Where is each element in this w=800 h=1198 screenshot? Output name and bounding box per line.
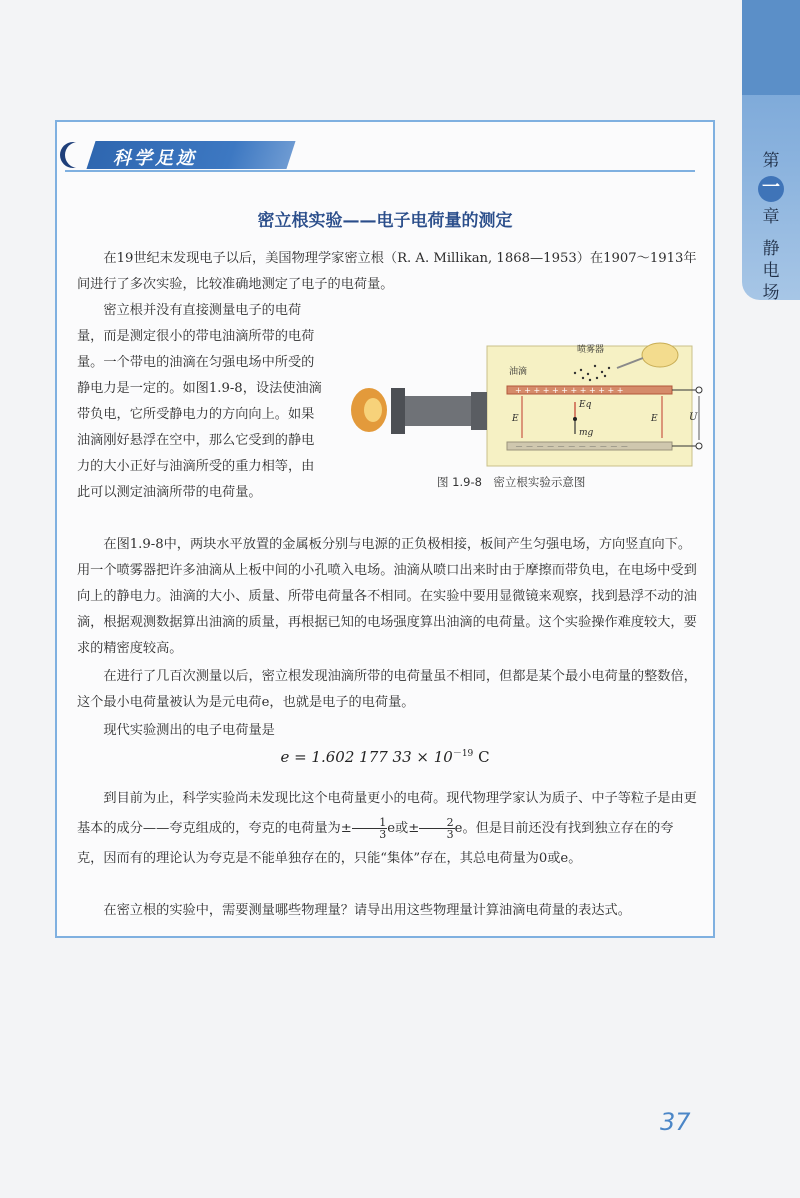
chapter-label (742, 148, 800, 304)
chapter-tab-cap (742, 0, 800, 95)
paragraph-3: 在图1.9-8中，两块水平放置的金属板分别与电源的正负极相接，板间产生匀强电场，方向竖直向下。用一个喷雾器把许多油滴从上板中间的小孔喷入电场。油滴从喷口出来时由于摩擦而带负电，在电场中受到向上的静电力。油滴的大小、质量、所带电荷量各不相同。在实验中要用显微镜来观察，找到悬浮不动的油滴，根据观测数据算出油滴的质量，再根据已知的电场强度算出油滴的电荷量。这个实验操作难度较大，要求的精密度较高。 (77, 537, 697, 656)
lamp-core-icon (364, 398, 382, 422)
chapter-tab (742, 0, 800, 303)
chapter-number: 一 (758, 176, 784, 202)
label-drop: 油滴 (509, 367, 528, 377)
paragraph-6 (77, 784, 697, 874)
article-title: 密立根实验——电子电荷量的测定 (257, 211, 513, 231)
terminal-positive (696, 387, 702, 393)
fraction-1-denominator: 3 (379, 828, 387, 841)
formula-lhs: e = 1.602 177 33 × 10 (280, 748, 453, 766)
fraction-2-numerator: 2 (419, 817, 454, 829)
paragraph-6-part-b: e或± (387, 821, 420, 836)
fraction-two-thirds (419, 817, 454, 840)
page-number: 37 (660, 1108, 691, 1136)
formula-unit: C (478, 748, 490, 766)
paragraph-2: 密立根并没有直接测量电子的电荷量，而是测定很小的带电油滴所带的电荷量。一个带电的油滴在匀强电场中所受的静电力是一定的。如图1.9-8，设法使油滴带负电，它所受静电力的方向向上。如果油滴刚好悬浮在空中，那么它受到的静电力的大小正好与油滴所受的重力相等，由此可以测定油滴所带的电荷量。 (77, 303, 322, 500)
label-eq: Eq (579, 400, 592, 410)
fraction-2-denominator: 3 (446, 828, 454, 841)
microscope-objective (471, 392, 487, 430)
chapter-suffix: 章 (762, 207, 780, 227)
section-banner (65, 140, 695, 172)
paragraph-7: 在密立根的实验中，需要测量哪些物理量？请导出用这些物理量计算油滴电荷量的表达式。 (103, 903, 631, 918)
label-e-left: E (512, 414, 519, 424)
suspended-drop (573, 417, 577, 421)
fraction-1-numerator: 1 (352, 817, 387, 829)
label-sprayer: 喷雾器 (577, 345, 605, 355)
microscope-eyepiece (391, 388, 405, 434)
label-u: U (689, 412, 698, 423)
paragraph-6-part-c: e。但是目前还没有找到独立存在的夸克，因而有的理论认为夸克是不能单独存在的，只能“集体”存在，其总电荷量为0或e。 (77, 821, 674, 866)
banner-label: 科学足迹 (113, 148, 197, 169)
paragraph-6-part-a: 到目前为止，科学实验尚未发现比这个电荷量更小的电荷。现代物理学家认为质子、中子等粒子是由更基本的成分——夸克组成的，夸克的电荷量为± (77, 791, 697, 836)
minus-signs: － － － － － － － － － － － (515, 442, 629, 451)
electron-charge-formula (57, 746, 713, 766)
figure-caption: 图 1.9-8 密立根实验示意图 (437, 475, 586, 489)
terminal-negative (696, 443, 702, 449)
label-mg: mg (579, 428, 594, 438)
plus-signs: + + + + + + + + + + + + (515, 386, 624, 395)
chapter-topic (742, 238, 800, 304)
chapter-prefix: 第 (762, 151, 780, 171)
paragraph-1: 在19世纪末发现电子以后，美国物理学家密立根（R. A. Millikan, 1868—1953）在1907～1913年间进行了多次实验，比较准确地测定了电子的电荷量。 (77, 251, 697, 292)
science-footprint-panel (55, 120, 715, 938)
paragraph-5: 现代实验测出的电子电荷量是 (103, 723, 275, 738)
sprayer-bulb-icon (642, 343, 678, 367)
label-e-right: E (651, 414, 658, 424)
fraction-one-third (352, 817, 387, 840)
chapter-topic-text: 静电场 (762, 239, 780, 303)
paragraph-4: 在进行了几百次测量以后，密立根发现油滴所带的电荷量虽不相同，但都是某个最小电荷量的整数倍，这个最小电荷量被认为是元电荷e，也就是电子的电荷量。 (77, 669, 697, 710)
formula-exponent: －19 (452, 749, 474, 759)
millikan-diagram (347, 322, 707, 472)
